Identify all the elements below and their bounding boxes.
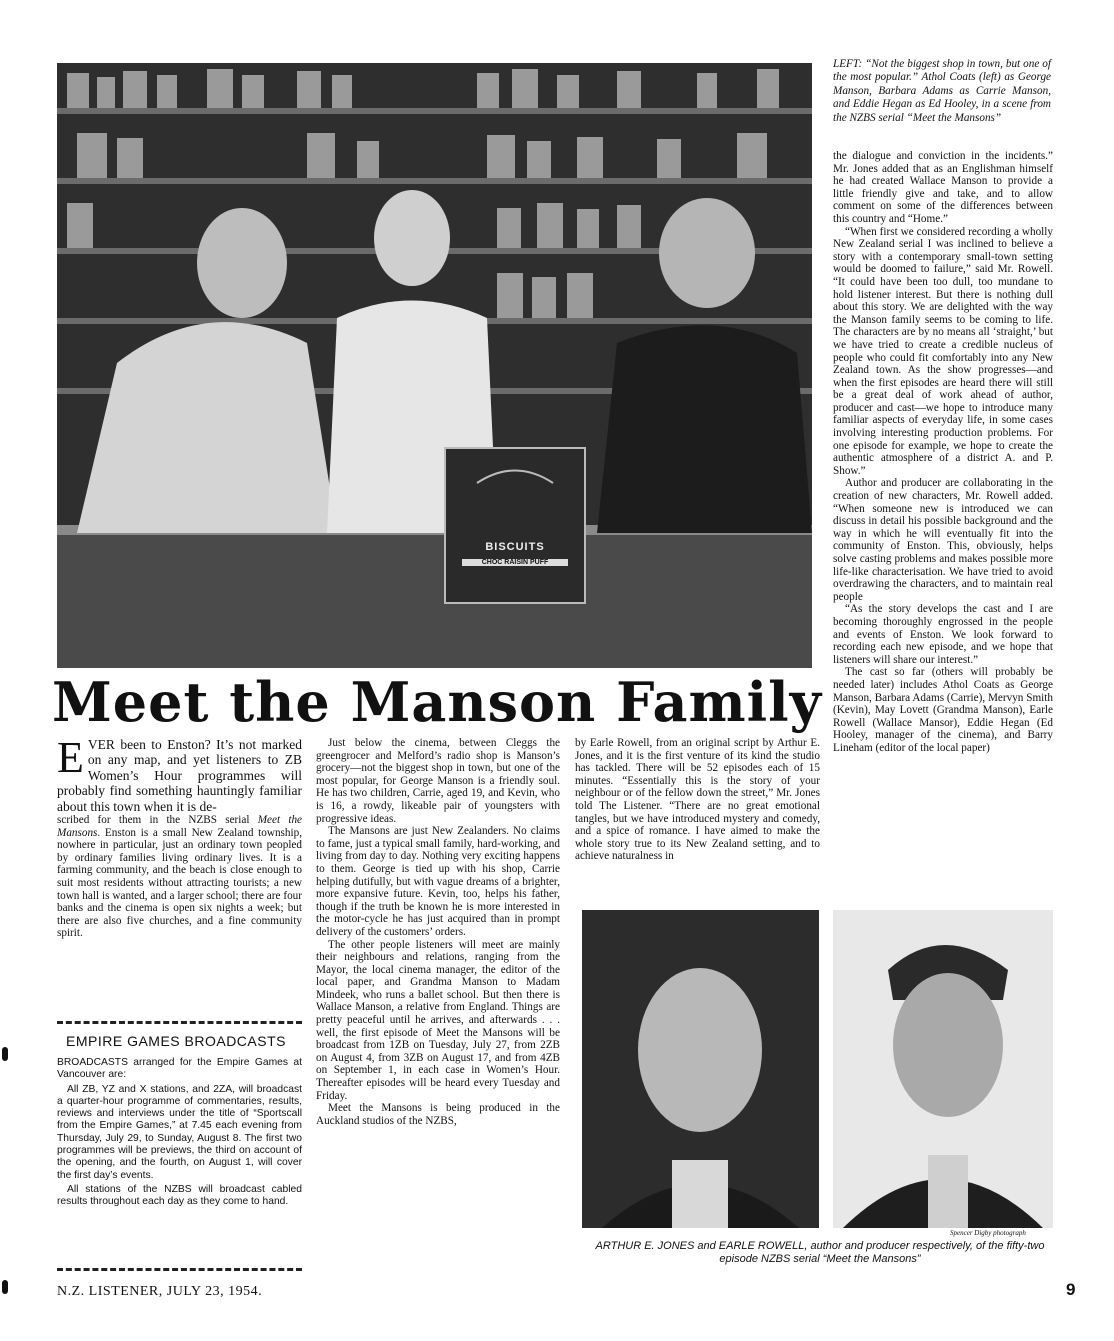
col2-para-1: Just below the cinema, between Cleggs the greengrocer and Melford’s radio shop is Manson’s grocery—not the biggest shop in town, but one of the most popular, for George Manson is a friendly soul. He has two children, Carrie, aged 19, and Kevin, who is 16, a rowdy, likeable pair of youngsters with progressive ideas. — [316, 737, 560, 825]
empire-games-text — [57, 1057, 302, 1211]
footer-masthead: N.Z. LISTENER, JULY 23, 1954. — [57, 1284, 263, 1299]
right-column-text — [833, 150, 1053, 755]
page-number: 9 — [1066, 1280, 1076, 1299]
col3-para-1: by Earle Rowell, from an original script by Arthur E. Jones, and it is the first venture of its kind the studio has tackled. There will be 52 episodes each of 15 minutes. “Essentially this is the story of your neighbour or of the fellow down the street,” Mr. Jones told The Listener. “There are no great emotional tangles, but we have introduced mystery and comedy, and a spice of romance. I have aimed to make the whole story true to its New Zealand setting, and to achieve naturalness in — [575, 737, 820, 863]
portraits-caption: ARTHUR E. JONES and EARLE ROWELL, author and producer respectively, of the fifty-two episode NZBS serial “Meet the Mansons” — [595, 1240, 1045, 1265]
col2-para-3: The other people listeners will meet are mainly their neighbours and relations, ranging from the Mayor, the local cinema manager, the editor of the local paper, and Grandma Manson to Madam Mindeek, who runs a ballet school. But then there is Wallace Manson, a relative from England. Things are pretty peaceful until he arrives, and afterwards . . . well, the first episode of Meet the Mansons will be broadcast from 1ZB on Tuesday, July 27, from 2ZB on August 4, from 3ZB on August 17, and from 4ZB on September 1, in each case in Women’s Hour. Thereafter episodes will be heard every Tuesday and Friday. — [316, 938, 560, 1102]
portrait-earle-rowell — [833, 910, 1053, 1228]
column-two-text — [316, 737, 560, 1127]
section-divider-bottom — [57, 1268, 302, 1271]
lead-paragraph — [57, 733, 303, 940]
games-para-3: All stations of the NZBS will broadcast cabled results throughout each day as they come to hand. — [57, 1183, 302, 1208]
games-para-1: BROADCASTS arranged for the Empire Games at Vancouver are: — [57, 1057, 302, 1081]
shop-scene-illustration — [57, 63, 812, 668]
section-heading: EMPIRE GAMES BROADCASTS — [66, 1033, 286, 1049]
col2-para-2: The Mansons are just New Zealanders. No claims to fame, just a typical small family, hard-working, and living from day to day. Nothing very exciting happens to them. George is tied up with his shop, Carrie helping dutifully, but with vague dreams of a brighter, more expansive future. Kevin, too, helps his father, though if the truth be known he is more interested in the motor-cycle he has just acquired than in prompt delivery of the customers’ orders. — [316, 825, 560, 938]
col2-para-4: Meet the Mansons is being produced in the Auckland studios of the NZBS, — [316, 1102, 560, 1127]
photo-credit: Spencer Digby photograph — [950, 1229, 1026, 1237]
portrait-arthur-jones — [582, 910, 819, 1228]
lead-continued: scribed for them in the NZBS serial Meet the Mansons. Enston is a small New Zealand township, nowhere in particular, just an ordinary town peopled by ordinary families living ordinary lives. It is a farming community, and the beach is close enough to suit most residents without attracting tourists; a new town hall is wanted, and a larger school; there are four banks and the cinema is open six nights a week; but there are also five churches, and a fine community spirit. — [57, 814, 303, 940]
right-para-3: Author and producer are collaborating in the creation of new characters, Mr. Rowell added. “When someone new is introduced we can discuss in detail his possible background and the way in which he will eventually fit into the community of Enston. This, obviously, helps solve casting problems and makes possible more life-like characterisation. We have tried to avoid overdrawing the characters, and to maintain real people — [833, 477, 1053, 603]
column-three-text — [575, 737, 820, 863]
lead-text: VER been to Enston? It’s not marked on any map, and yet listeners to ZB Women’s Hour programmes will probably find something hauntingly familiar about this town when it is de- — [57, 737, 302, 814]
section-divider-top — [57, 1021, 302, 1024]
margin-mark-2 — [2, 1280, 8, 1294]
games-para-2: All ZB, YZ and X stations, and 2ZA, will broadcast a quarter-hour programme of commentaries, results, reviews and interviews under the title of “Sportscall from the Empire Games,” at 7.45 each evening from Thursday, July 29, to Sunday, August 8. The first two programmes will be previews, the third on account of the opening, and the fourth, on August 1, will cover the first day’s events. — [57, 1083, 302, 1181]
headline: Meet the Manson Family — [52, 670, 823, 734]
right-para-2: “When first we considered recording a wholly New Zealand serial I was inclined to believe a story with a contemporary small-town setting would be doomed to failure,” said Mr. Rowell. “It could have been too dull, too mundane to hold listener interest. But there is nothing dull about this story. We are delighted with the way the Manson family seems to be coming to life. The characters are by no means all ‘straight,’ but we have tried to create a credible nucleus of people who could fit comfortably into any New Zealand town. As the show progresses—and when the first episodes are heard there will still be a great deal of work ahead of author, producer and cast—we hope to introduce many familiar aspects of everyday life, in some cases involving interesting production problems. For one episode for example, we hope to create the authentic atmosphere of a district A. and P. Show.” — [833, 225, 1053, 477]
biscuit-tin-label: BISCUITS — [485, 541, 545, 553]
right-para-1: the dialogue and conviction in the incidents.” Mr. Jones added that as an Englishman himself he had created Wallace Manson to provide a little friendly give and take, and to allow comment on some of the differences between this country and “Home.” — [833, 150, 1053, 225]
right-para-4: “As the story develops the cast and I are becoming thoroughly engrossed in the people and events of Enston. We look forward to recording each new episode, and we hope that listeners will share our interest.” — [833, 603, 1053, 666]
drop-cap: E — [57, 733, 84, 782]
top-photo-caption: LEFT: “Not the biggest shop in town, but one of the most popular.” Athol Coats (left) as George Manson, Barbara Adams as Carrie Manson, and Eddie Hegan as Ed Hooley, in a scene from the NZBS serial “Meet the Mansons” — [833, 58, 1051, 124]
biscuit-tin-sublabel: CHOC RAISIN PUFF — [462, 559, 568, 566]
right-para-5: The cast so far (others will probably be needed later) includes Athol Coats as George Manson, Barbara Adams (Carrie), Mervyn Smith (Kevin), May Lovett (Grandma Manson), Earle Rowell (Wallace Mansor), Eddie Hegan (Ed Hooley, manager of the cinema), and Barry Lineham (editor of the local paper) — [833, 666, 1053, 754]
shop-scene-photo — [57, 63, 812, 668]
margin-mark-1 — [2, 1047, 8, 1061]
